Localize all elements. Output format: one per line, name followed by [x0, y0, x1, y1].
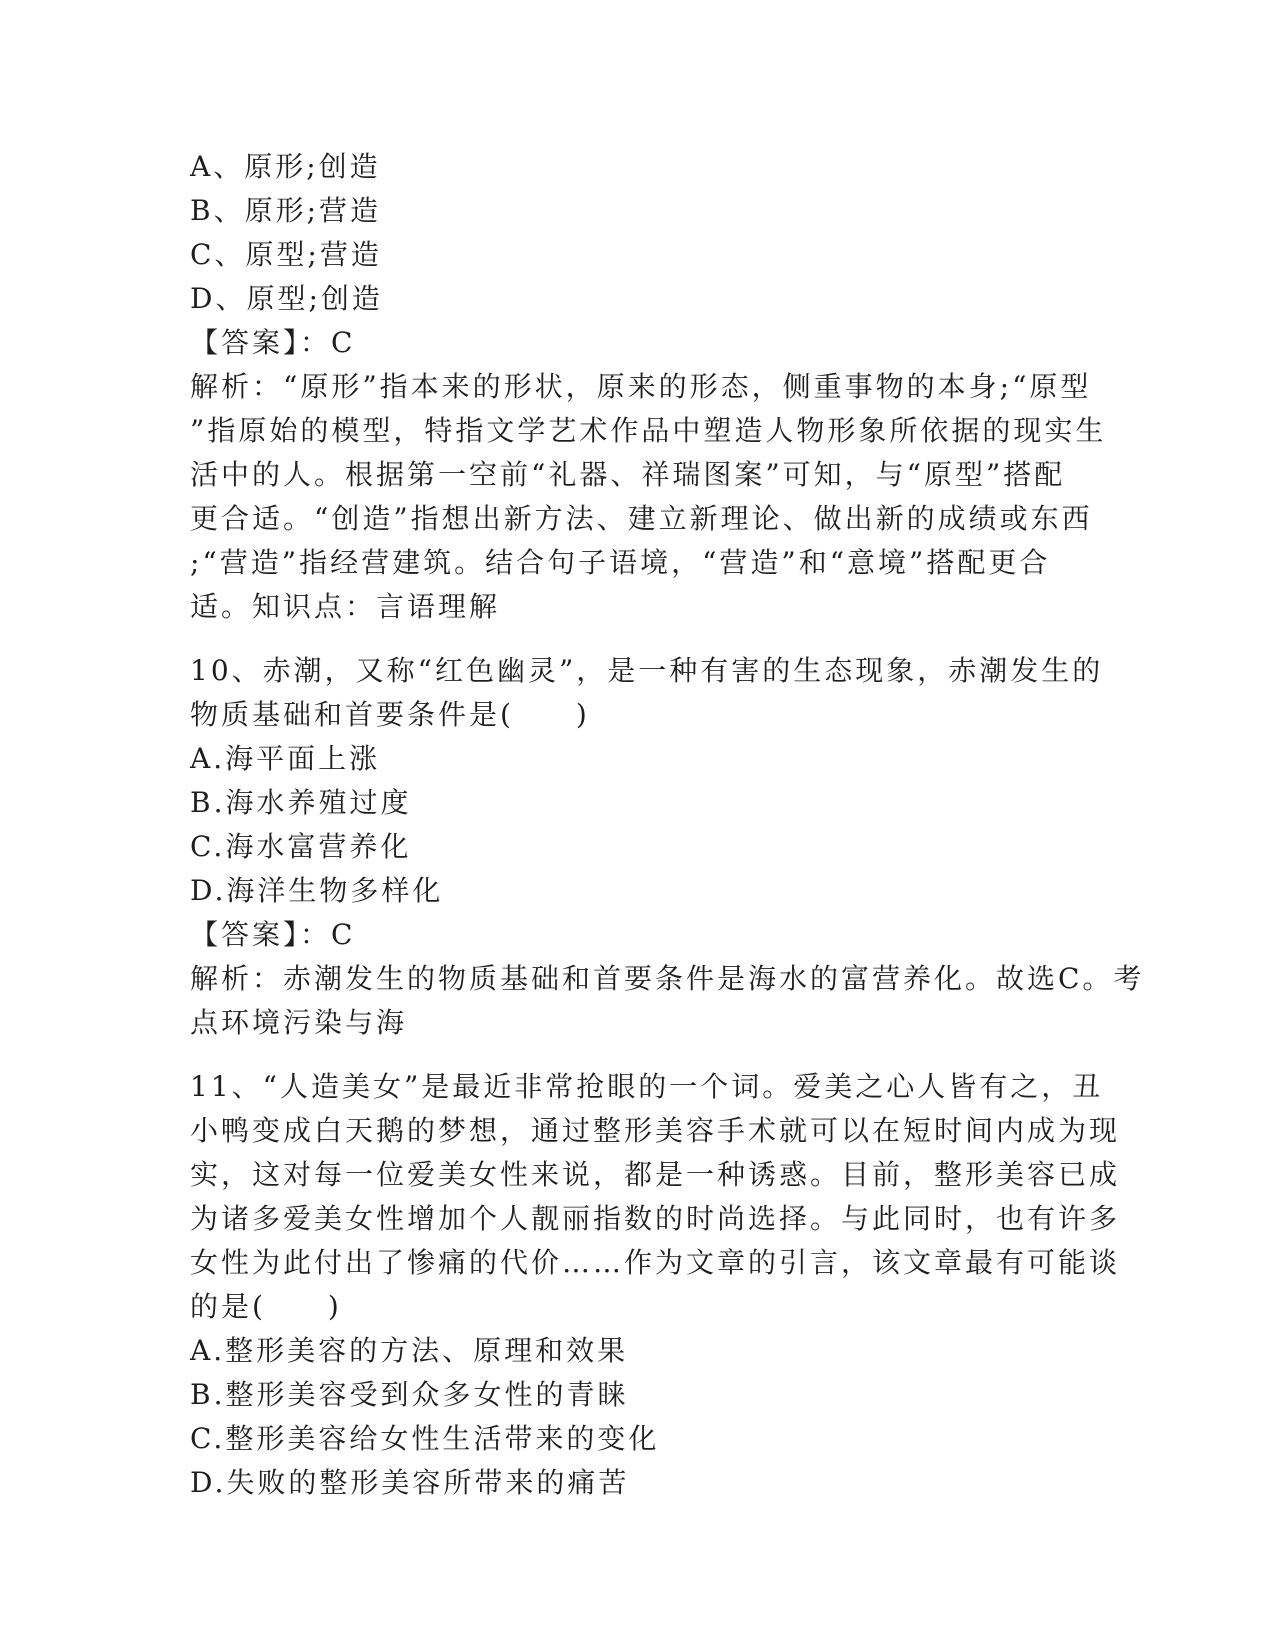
q10-option-d: D.海洋生物多样化: [190, 874, 444, 907]
q11-question-line: 实，这对每一位爱美女性来说，都是一种诱惑。目前，整形美容已成: [190, 1158, 1121, 1191]
q10-option-c: C.海水富营养化: [190, 830, 412, 863]
q11-question-line: 的是( ): [190, 1290, 342, 1323]
q9-option-c: C、原型;营造: [190, 238, 382, 271]
q9-analysis-line: ”指原始的模型，特指文学艺术作品中塑造人物形象所依据的现实生: [190, 414, 1107, 447]
q11-question-line: 小鸭变成白天鹅的梦想，通过整形美容手术就可以在短时间内成为现: [190, 1114, 1121, 1147]
q10-answer: 【答案】：C: [190, 918, 356, 951]
q9-analysis-line: ;“营造”指经营建筑。结合句子语境，“营造”和“意境”搭配更合: [190, 546, 1051, 579]
q11-option-b: B.整形美容受到众多女性的青睐: [190, 1378, 629, 1411]
q11-question-line: 11、“人造美女”是最近非常抢眼的一个词。爱美之心人皆有之，丑: [190, 1070, 1104, 1103]
q10-question-line: 物质基础和首要条件是( ): [190, 698, 590, 731]
q10-option-a: A.海平面上涨: [190, 742, 381, 775]
spacer: [190, 1045, 1090, 1065]
q9-answer: 【答案】：C: [190, 326, 356, 359]
q11-option-d: D.失败的整形美容所带来的痛苦: [190, 1466, 630, 1499]
q10-question-line: 10、赤潮，又称“红色幽灵”，是一种有害的生态现象，赤潮发生的: [190, 654, 1104, 687]
q9-analysis-line: 活中的人。根据第一空前“礼器、祥瑞图案”可知，与“原型”搭配: [190, 458, 1066, 491]
exam-content: [190, 145, 1145, 1505]
q9-analysis-line: 解析：“原形”指本来的形状，原来的形态，侧重事物的本身;“原型: [190, 370, 1092, 403]
q9-analysis-line: 更合适。“创造”指想出新方法、建立新理论、做出新的成绩或东西: [190, 502, 1093, 535]
q9-analysis-line: 适。知识点：言语理解: [190, 590, 501, 623]
q10-option-b: B.海水养殖过度: [190, 786, 412, 819]
question-10-block: [190, 649, 1145, 1045]
q11-question-line: 为诸多爱美女性增加个人靓丽指数的时尚选择。与此同时，也有许多: [190, 1202, 1121, 1235]
q11-question-line: 女性为此付出了惨痛的代价……作为文章的引言，该文章最有可能谈: [190, 1246, 1121, 1279]
question-9-block: [190, 145, 1107, 629]
spacer: [190, 629, 1090, 649]
q10-analysis-line: 解析：赤潮发生的物质基础和首要条件是海水的富营养化。故选C。考: [190, 962, 1145, 995]
q9-option-d: D、原型;创造: [190, 282, 383, 315]
question-11-block: [190, 1065, 1121, 1505]
q10-analysis-line: 点环境污染与海: [190, 1006, 408, 1039]
q11-option-c: C.整形美容给女性生活带来的变化: [190, 1422, 660, 1455]
q9-option-b: B、原形;营造: [190, 194, 382, 227]
q11-option-a: A.整形美容的方法、原理和效果: [190, 1334, 629, 1367]
q9-option-a: A、原形;创造: [190, 150, 381, 183]
